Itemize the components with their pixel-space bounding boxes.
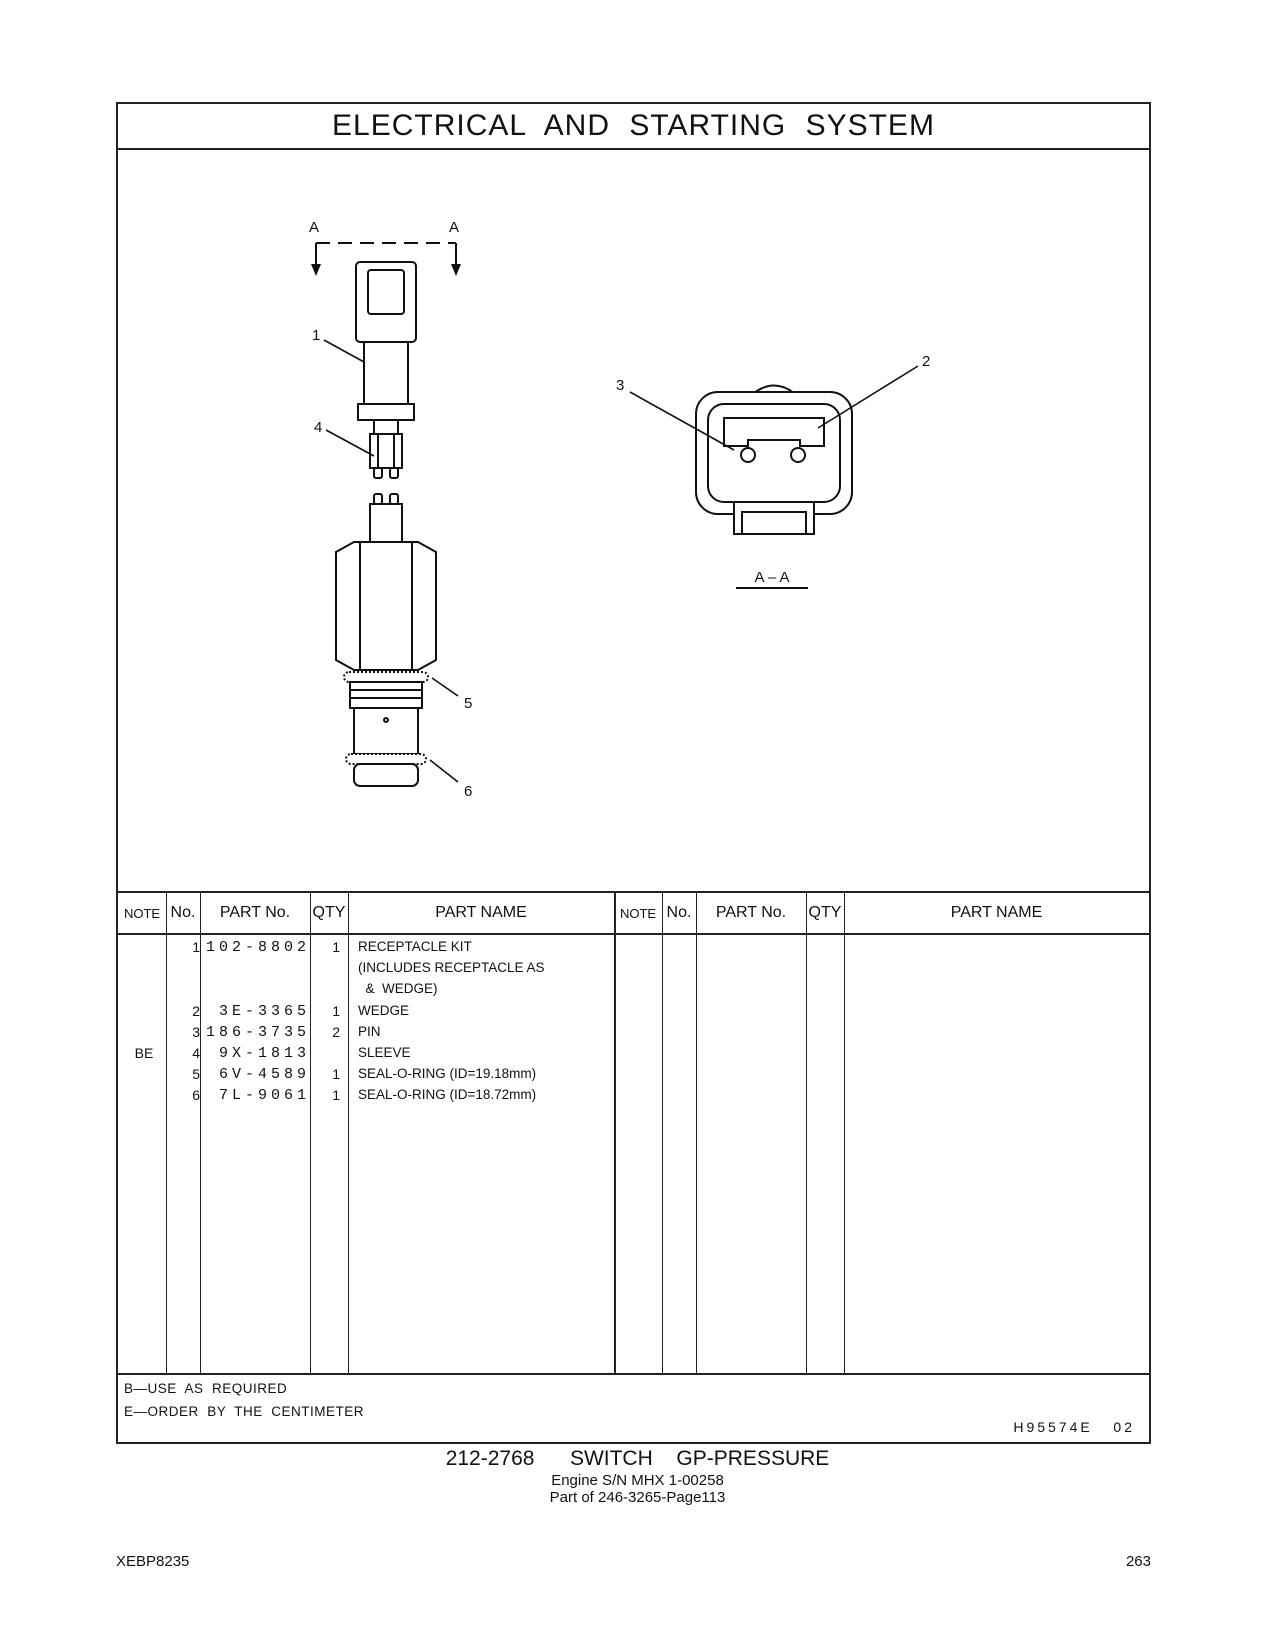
header-part-no-right: PART No. <box>715 904 787 921</box>
callout-4: 4 <box>314 419 323 436</box>
row-part-name: SEAL-O-RING (ID=18.72mm) <box>358 1087 537 1102</box>
page-number: 263 <box>1125 1553 1151 1570</box>
row-part-name: WEDGE <box>358 1003 410 1018</box>
callout-3: 3 <box>616 377 625 394</box>
header-qty-left: QTY <box>312 904 346 921</box>
table-row <box>118 1066 1149 1086</box>
callout-6: 6 <box>464 783 473 800</box>
parts-page-frame <box>116 102 1151 1444</box>
header-part-name-right: PART NAME <box>950 904 1043 921</box>
header-qty-right: QTY <box>808 904 842 921</box>
note-b: B—USE AS REQUIRED <box>124 1381 288 1396</box>
document-id: XEBP8235 <box>116 1553 190 1570</box>
row-part-name: (INCLUDES RECEPTACLE AS <box>358 960 545 975</box>
row-no: 2 <box>192 1003 200 1019</box>
row-qty: 1 <box>332 1087 340 1103</box>
drawing-id: H95574E 02 <box>1013 1419 1135 1435</box>
table-row <box>118 939 1149 959</box>
section-label-right: A <box>449 219 460 236</box>
footnotes <box>118 1373 1149 1444</box>
callout-5: 5 <box>464 695 473 712</box>
table-row <box>118 1045 1149 1065</box>
callout-2: 2 <box>922 353 931 370</box>
row-no: 3 <box>192 1024 200 1040</box>
row-no: 4 <box>192 1045 200 1061</box>
row-qty: 1 <box>332 1003 340 1019</box>
row-part-no: 3E-3365 <box>218 1003 310 1020</box>
row-part-name: SEAL-O-RING (ID=19.18mm) <box>358 1066 537 1081</box>
section-label-left: A <box>309 219 320 236</box>
row-part-no: 7L-9061 <box>218 1087 310 1104</box>
parts-drawing <box>118 148 1149 891</box>
row-note: BE <box>134 1045 154 1061</box>
parts-table-header <box>118 891 1149 935</box>
row-part-no: 9X-1813 <box>218 1045 310 1062</box>
header-note-left: NOTE <box>123 905 161 921</box>
table-row <box>118 1003 1149 1023</box>
row-part-no: 186-3735 <box>205 1024 310 1041</box>
engine-serial: Engine S/N MHX 1-00258 <box>551 1472 724 1489</box>
exploded-view-illustration <box>118 148 1149 891</box>
header-no-left: No. <box>170 904 196 921</box>
callout-1: 1 <box>312 327 321 344</box>
note-e: E—ORDER BY THE CENTIMETER <box>124 1404 365 1419</box>
row-part-name: SLEEVE <box>358 1045 411 1060</box>
row-part-name: & WEDGE) <box>358 981 438 996</box>
row-qty: 2 <box>332 1024 340 1040</box>
section-view-label: A – A <box>754 569 790 586</box>
row-part-name: PIN <box>358 1024 381 1039</box>
page-title: ELECTRICAL AND STARTING SYSTEM <box>118 104 1149 150</box>
row-part-name: RECEPTACLE KIT <box>358 939 472 954</box>
row-part-no: 6V-4589 <box>218 1066 310 1083</box>
assembly-title: 212-2768 SWITCH GP-PRESSURE <box>445 1447 830 1470</box>
header-note-right: NOTE <box>619 905 657 921</box>
row-part-no: 102-8802 <box>205 939 310 956</box>
part-of-reference: Part of 246-3265-Page113 <box>549 1489 726 1506</box>
table-row <box>118 981 1149 1001</box>
row-no: 6 <box>192 1087 200 1103</box>
header-part-no-left: PART No. <box>219 904 291 921</box>
connector-section-view <box>696 386 852 535</box>
table-row <box>118 1087 1149 1107</box>
header-no-right: No. <box>666 904 692 921</box>
parts-table-body <box>118 935 1149 1373</box>
table-row <box>118 1024 1149 1044</box>
pressure-switch-drawing <box>336 262 436 786</box>
table-row <box>118 960 1149 980</box>
row-no: 1 <box>192 939 200 955</box>
header-part-name-left: PART NAME <box>435 904 527 921</box>
row-qty: 1 <box>332 1066 340 1082</box>
row-qty: 1 <box>332 939 340 955</box>
row-no: 5 <box>192 1066 200 1082</box>
